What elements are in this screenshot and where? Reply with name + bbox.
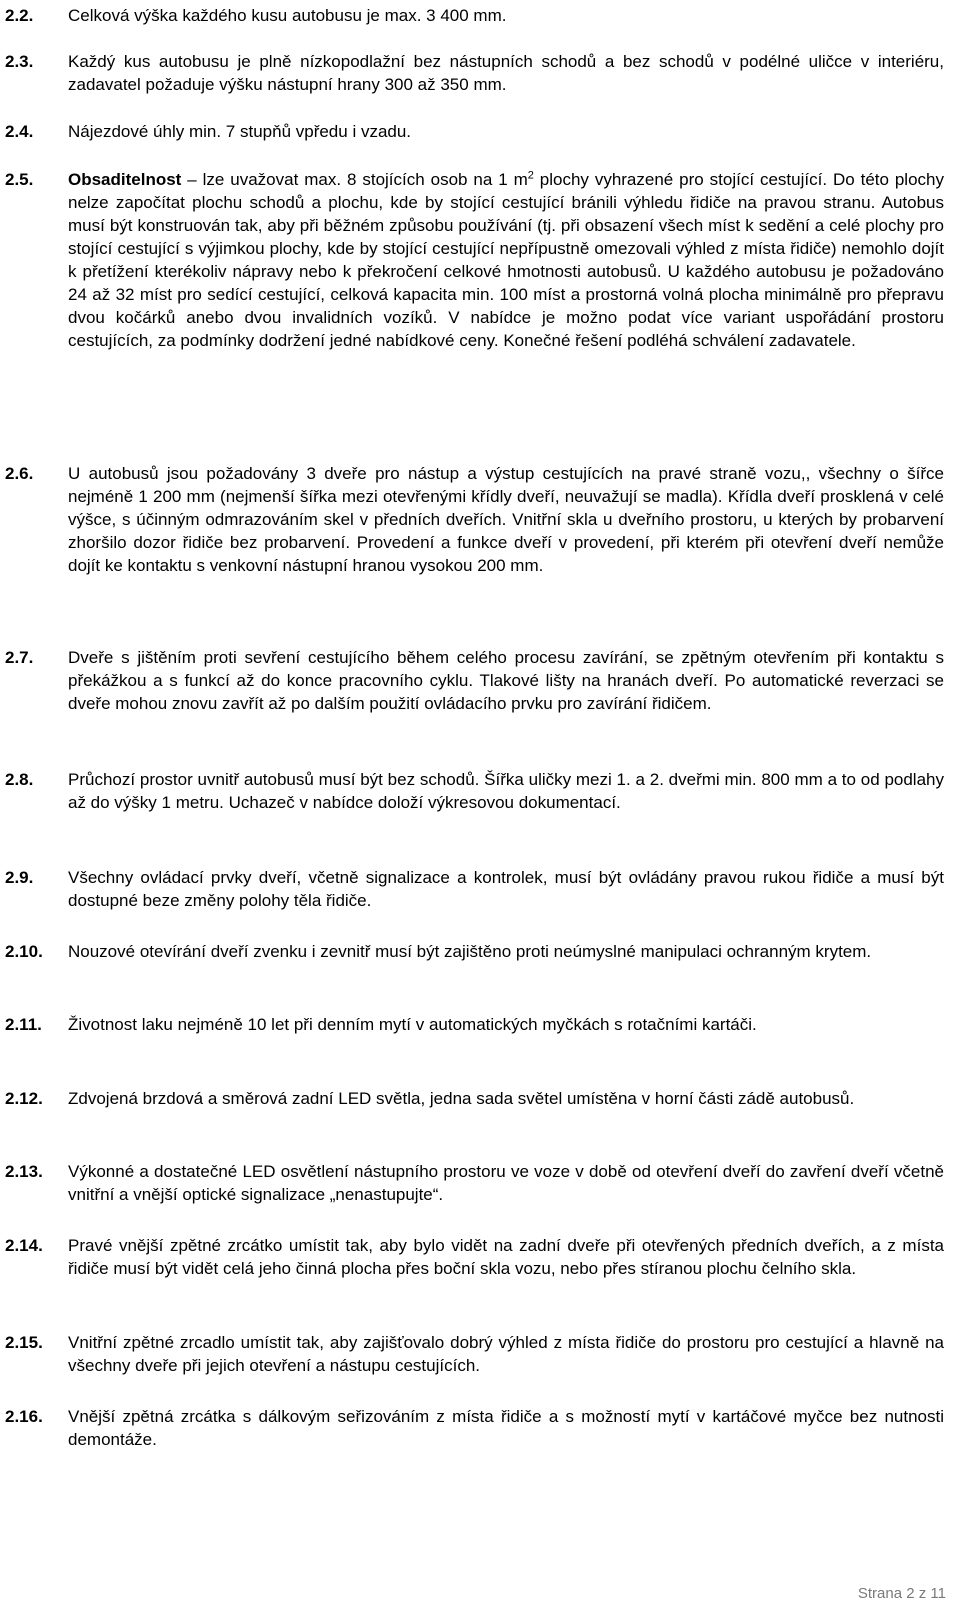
clause-number: 2.13. <box>5 1162 43 1181</box>
clause-text: Vnější zpětná zrcátka s dálkovým seřizováním z místa řidiče a s možností mytí v kartáčové myčce bez nutnosti demontáže. <box>68 1407 944 1449</box>
clause-number: 2.9. <box>5 868 34 887</box>
clause-text: Celková výška každého kusu autobusu je max. 3 400 mm. <box>68 6 507 25</box>
clause-number: 2.15. <box>5 1333 43 1352</box>
clause-text: U autobusů jsou požadovány 3 dveře pro nástup a výstup cestujících na pravé straně vozu,, všechny o šířce nejméně 1 200 mm (nejmenší šířka mezi otevřenými křídly dveří, neuvažují se madla). Křídla dveří prosklená v celé výšce, s účinným odmrazováním skel v předních dveřích. Vnitřní skla u dveřního prostoru, u kterých by probarvení zhoršilo dozor řidiče bez probarvení. Provedení a funkce dveří v provedení, při kterém při otevření dveří nemůže dojít ke kontaktu s venkovní nástupní hranou vysokou 200 mm. <box>68 464 944 575</box>
clause-number: 2.14. <box>5 1236 43 1255</box>
clause-number: 2.8. <box>5 770 34 789</box>
clause-text-part: – lze uvažovat max. 8 stojících osob na 1 m <box>181 170 528 189</box>
clause-text: Životnost laku nejméně 10 let při denním mytí v automatických myčkách s rotačními kartáči. <box>68 1015 757 1034</box>
clause-text: Průchozí prostor uvnitř autobusů musí být bez schodů. Šířka uličky mezi 1. a 2. dveřmi min. 800 mm a to od podlahy až do výšky 1 metru. Uchazeč v nabídce doloží výkresovou dokumentací. <box>68 770 944 812</box>
clause-text: Nouzové otevírání dveří zvenku i zevnitř musí být zajištěno proti neúmyslné manipulaci ochranným krytem. <box>68 942 872 961</box>
clause-text: Každý kus autobusu je plně nízkopodlažní bez nástupních schodů a bez schodů v podélné uličce v interiéru, zadavatel požaduje výšku nástupní hrany 300 až 350 mm. <box>68 52 944 94</box>
page-number: Strana 2 z 11 <box>857 1585 946 1602</box>
clause-text: Pravé vnější zpětné zrcátko umístit tak, aby bylo vidět na zadní dveře při otevřených předních dveřích, a z místa řidiče musí být vidět celá jeho činná plocha přes boční skla vozu, nebo přes stíranou plochu čelního skla. <box>68 1236 944 1278</box>
clause-text: Všechny ovládací prvky dveří, včetně signalizace a kontrolek, musí být ovládány pravou rukou řidiče a musí být dostupné beze změny polohy těla řidiče. <box>68 868 944 910</box>
clause-text-part: plochy vyhrazené pro stojící cestující. Do této plochy nelze započítat plochu schodů a plochu, kde by stojící cestující bránili výhledu řidiče na pravou stranu. Autobus musí být konstruován tak, aby při běžném způsobu používání (tj. při obsazení všech míst k sedění a celé plochy pro stojící cestující s výjimkou plochy, kde by stojící cestující nepřípustně omezovali výhled z místa řidiče) nemohlo dojít k přetížení kterékoliv nápravy nebo k překročení celkové hmotnosti autobusů. U každého autobusu je požadováno 24 až 32 míst pro sedící cestující, celková kapacita min. 100 míst a prostorná volná plocha minimálně pro přepravu dvou kočárků anebo dvou invalidních vozíků. V nabídce je možno podat více variant uspořádání prostoru cestujících, za podmínky dodržení jedné nabídkové ceny. Konečné řešení podléhá schválení zadavatele. <box>68 170 944 350</box>
clause-number: 2.10. <box>5 942 43 961</box>
clause-text: Vnitřní zpětné zrcadlo umístit tak, aby zajišťovalo dobrý výhled z místa řidiče do prostoru pro cestující a hlavně na všechny dveře při jejich otevření a nástupu cestujících. <box>68 1333 944 1375</box>
clause-text: Nájezdové úhly min. 7 stupňů vpředu i vzadu. <box>68 122 412 141</box>
clause-text: Výkonné a dostatečné LED osvětlení nástupního prostoru ve voze v době od otevření dveří do zavření dveří včetně vnitřní a vnější optické signalizace „nenastupujte“. <box>68 1162 944 1204</box>
superscript: 2 <box>527 169 534 182</box>
clause-number: 2.16. <box>5 1407 43 1426</box>
clause-number: 2.4. <box>5 122 34 141</box>
clause-number: 2.7. <box>5 648 34 667</box>
clause-text: Dveře s jištěním proti sevření cestujícího během celého procesu zavírání, se zpětným otevřením při kontaktu s překážkou a s funkcí až do konce pracovního cyklu. Tlakové lišty na hranách dveří. Po automatické reverzaci se dveře mohou znovu zavřít až po dalším použití ovládacího prvku pro zavírání řidičem. <box>68 648 944 713</box>
clause-number: 2.2. <box>5 6 34 25</box>
clause-text <box>68 168 944 352</box>
clause-number: 2.12. <box>5 1089 43 1108</box>
clause-number: 2.5. <box>5 170 34 189</box>
clause-heading: Obsaditelnost <box>68 170 182 189</box>
clause-number: 2.6. <box>5 464 34 483</box>
clause-text: Zdvojená brzdová a směrová zadní LED světla, jedna sada světel umístěna v horní části zádě autobusů. <box>68 1089 855 1108</box>
clause-number: 2.3. <box>5 52 34 71</box>
clause-number: 2.11. <box>5 1015 42 1034</box>
